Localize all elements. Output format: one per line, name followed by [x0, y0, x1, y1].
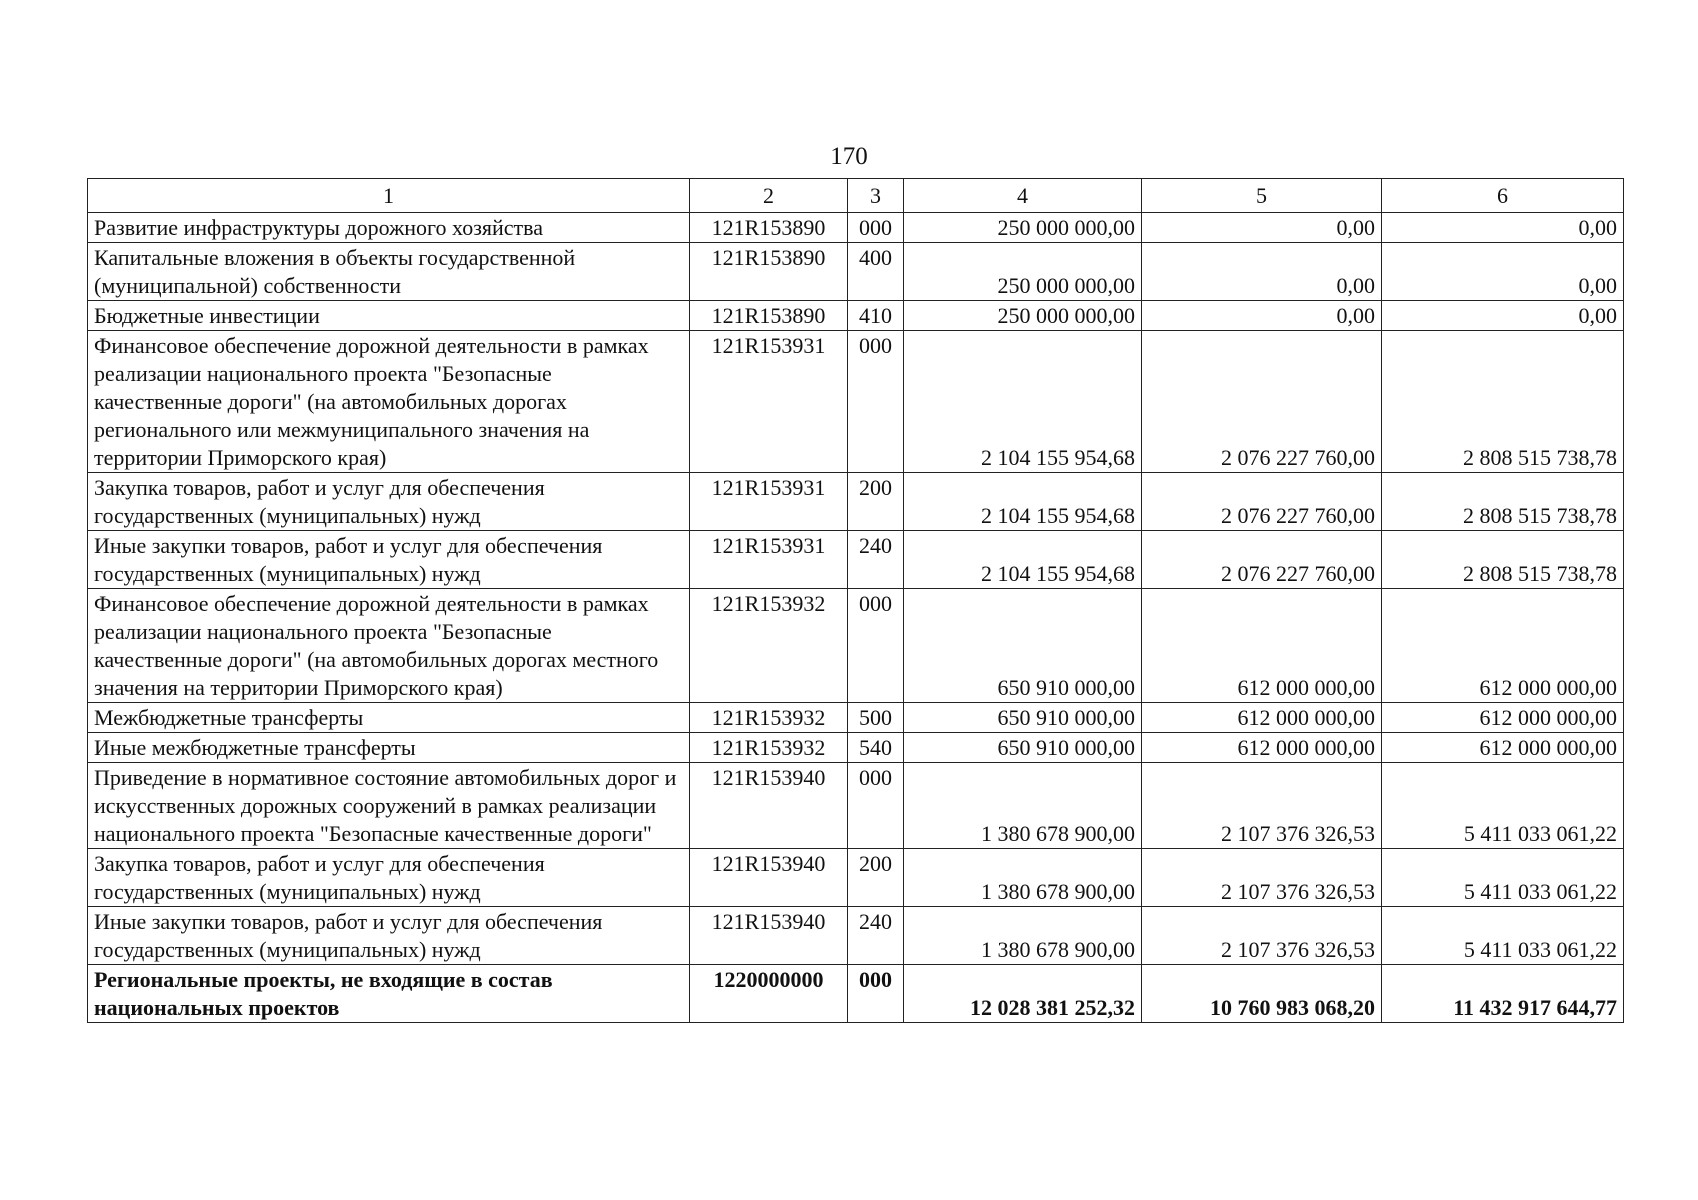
row-name-cell: Закупка товаров, работ и услуг для обеспечения государственных (муниципальных) нужд [88, 849, 690, 907]
row-type-cell: 000 [848, 331, 904, 473]
table-row [88, 763, 1624, 849]
row-value-col5: 612 000 000,00 [1142, 703, 1382, 733]
row-code-cell: 121R153940 [690, 849, 848, 907]
row-value-col5: 612 000 000,00 [1142, 589, 1382, 703]
row-code-cell: 121R153932 [690, 733, 848, 763]
table-row [88, 243, 1624, 301]
row-name-cell: Развитие инфраструктуры дорожного хозяйства [88, 213, 690, 243]
row-name-cell: Закупка товаров, работ и услуг для обеспечения государственных (муниципальных) нужд [88, 473, 690, 531]
row-type-cell: 240 [848, 531, 904, 589]
row-code-cell: 121R153931 [690, 331, 848, 473]
row-name-cell: Межбюджетные трансферты [88, 703, 690, 733]
row-type-cell: 000 [848, 965, 904, 1023]
row-type-cell: 000 [848, 213, 904, 243]
row-code-cell: 121R153940 [690, 763, 848, 849]
row-code-cell: 121R153890 [690, 301, 848, 331]
row-type-cell: 400 [848, 243, 904, 301]
row-value-col4: 250 000 000,00 [904, 213, 1142, 243]
row-value-col6: 5 411 033 061,22 [1382, 907, 1624, 965]
column-header: 1 [88, 179, 690, 213]
row-name-cell: Финансовое обеспечение дорожной деятельности в рамках реализации национального проекта "Безопасные качественные дороги" (на автомобильных дорогах местного значения на территории Приморского края) [88, 589, 690, 703]
row-name-cell: Финансовое обеспечение дорожной деятельности в рамках реализации национального проекта "Безопасные качественные дороги" (на автомобильных дорогах регионального или межмуниципального значения на территории Приморского края) [88, 331, 690, 473]
table-row [88, 849, 1624, 907]
row-value-col5: 2 107 376 326,53 [1142, 849, 1382, 907]
table-row [88, 531, 1624, 589]
row-value-col4: 2 104 155 954,68 [904, 531, 1142, 589]
row-value-col4: 1 380 678 900,00 [904, 849, 1142, 907]
row-value-col6: 2 808 515 738,78 [1382, 331, 1624, 473]
row-value-col4: 650 910 000,00 [904, 589, 1142, 703]
row-type-cell: 500 [848, 703, 904, 733]
row-type-cell: 410 [848, 301, 904, 331]
row-value-col4: 2 104 155 954,68 [904, 331, 1142, 473]
row-code-cell: 121R153932 [690, 703, 848, 733]
row-value-col4: 2 104 155 954,68 [904, 473, 1142, 531]
row-value-col6: 0,00 [1382, 243, 1624, 301]
table-row [88, 301, 1624, 331]
row-value-col6: 0,00 [1382, 213, 1624, 243]
row-type-cell: 240 [848, 907, 904, 965]
row-value-col6: 2 808 515 738,78 [1382, 531, 1624, 589]
row-value-col4: 250 000 000,00 [904, 301, 1142, 331]
column-header: 4 [904, 179, 1142, 213]
table-header-row [88, 179, 1624, 213]
row-value-col5: 2 076 227 760,00 [1142, 473, 1382, 531]
table-row [88, 965, 1624, 1023]
row-value-col6: 5 411 033 061,22 [1382, 849, 1624, 907]
column-header: 2 [690, 179, 848, 213]
row-code-cell: 121R153890 [690, 243, 848, 301]
row-type-cell: 000 [848, 589, 904, 703]
row-code-cell: 121R153890 [690, 213, 848, 243]
row-value-col4: 250 000 000,00 [904, 243, 1142, 301]
budget-table [87, 178, 1624, 1023]
row-name-cell: Иные закупки товаров, работ и услуг для обеспечения государственных (муниципальных) нужд [88, 531, 690, 589]
table-row [88, 733, 1624, 763]
row-value-col6: 5 411 033 061,22 [1382, 763, 1624, 849]
row-value-col5: 2 076 227 760,00 [1142, 531, 1382, 589]
row-value-col6: 11 432 917 644,77 [1382, 965, 1624, 1023]
row-type-cell: 000 [848, 763, 904, 849]
table-row [88, 331, 1624, 473]
row-name-cell: Иные межбюджетные трансферты [88, 733, 690, 763]
table-body [88, 213, 1624, 1023]
row-value-col5: 2 107 376 326,53 [1142, 763, 1382, 849]
row-code-cell: 1220000000 [690, 965, 848, 1023]
row-code-cell: 121R153932 [690, 589, 848, 703]
row-value-col5: 0,00 [1142, 243, 1382, 301]
row-value-col5: 10 760 983 068,20 [1142, 965, 1382, 1023]
row-name-cell: Капитальные вложения в объекты государственной (муниципальной) собственности [88, 243, 690, 301]
row-value-col6: 612 000 000,00 [1382, 589, 1624, 703]
row-value-col4: 650 910 000,00 [904, 733, 1142, 763]
table-row [88, 907, 1624, 965]
row-value-col6: 2 808 515 738,78 [1382, 473, 1624, 531]
table-row [88, 703, 1624, 733]
row-code-cell: 121R153940 [690, 907, 848, 965]
column-header: 6 [1382, 179, 1624, 213]
row-value-col6: 612 000 000,00 [1382, 703, 1624, 733]
row-type-cell: 200 [848, 849, 904, 907]
row-value-col4: 12 028 381 252,32 [904, 965, 1142, 1023]
page-number: 170 [830, 143, 868, 170]
row-value-col4: 1 380 678 900,00 [904, 907, 1142, 965]
row-value-col5: 0,00 [1142, 213, 1382, 243]
table-row [88, 473, 1624, 531]
row-value-col5: 2 107 376 326,53 [1142, 907, 1382, 965]
column-header: 3 [848, 179, 904, 213]
table-row [88, 213, 1624, 243]
row-value-col4: 650 910 000,00 [904, 703, 1142, 733]
row-value-col5: 2 076 227 760,00 [1142, 331, 1382, 473]
row-value-col5: 0,00 [1142, 301, 1382, 331]
row-type-cell: 200 [848, 473, 904, 531]
column-header: 5 [1142, 179, 1382, 213]
row-value-col5: 612 000 000,00 [1142, 733, 1382, 763]
row-value-col6: 612 000 000,00 [1382, 733, 1624, 763]
row-name-cell: Иные закупки товаров, работ и услуг для обеспечения государственных (муниципальных) нужд [88, 907, 690, 965]
table-row [88, 589, 1624, 703]
row-name-cell: Бюджетные инвестиции [88, 301, 690, 331]
row-type-cell: 540 [848, 733, 904, 763]
row-code-cell: 121R153931 [690, 531, 848, 589]
row-value-col6: 0,00 [1382, 301, 1624, 331]
row-name-cell: Приведение в нормативное состояние автомобильных дорог и искусственных дорожных сооружений в рамках реализации национального проекта "Безопасные качественные дороги" [88, 763, 690, 849]
row-code-cell: 121R153931 [690, 473, 848, 531]
row-name-cell: Региональные проекты, не входящие в состав национальных проектов [88, 965, 690, 1023]
row-value-col4: 1 380 678 900,00 [904, 763, 1142, 849]
